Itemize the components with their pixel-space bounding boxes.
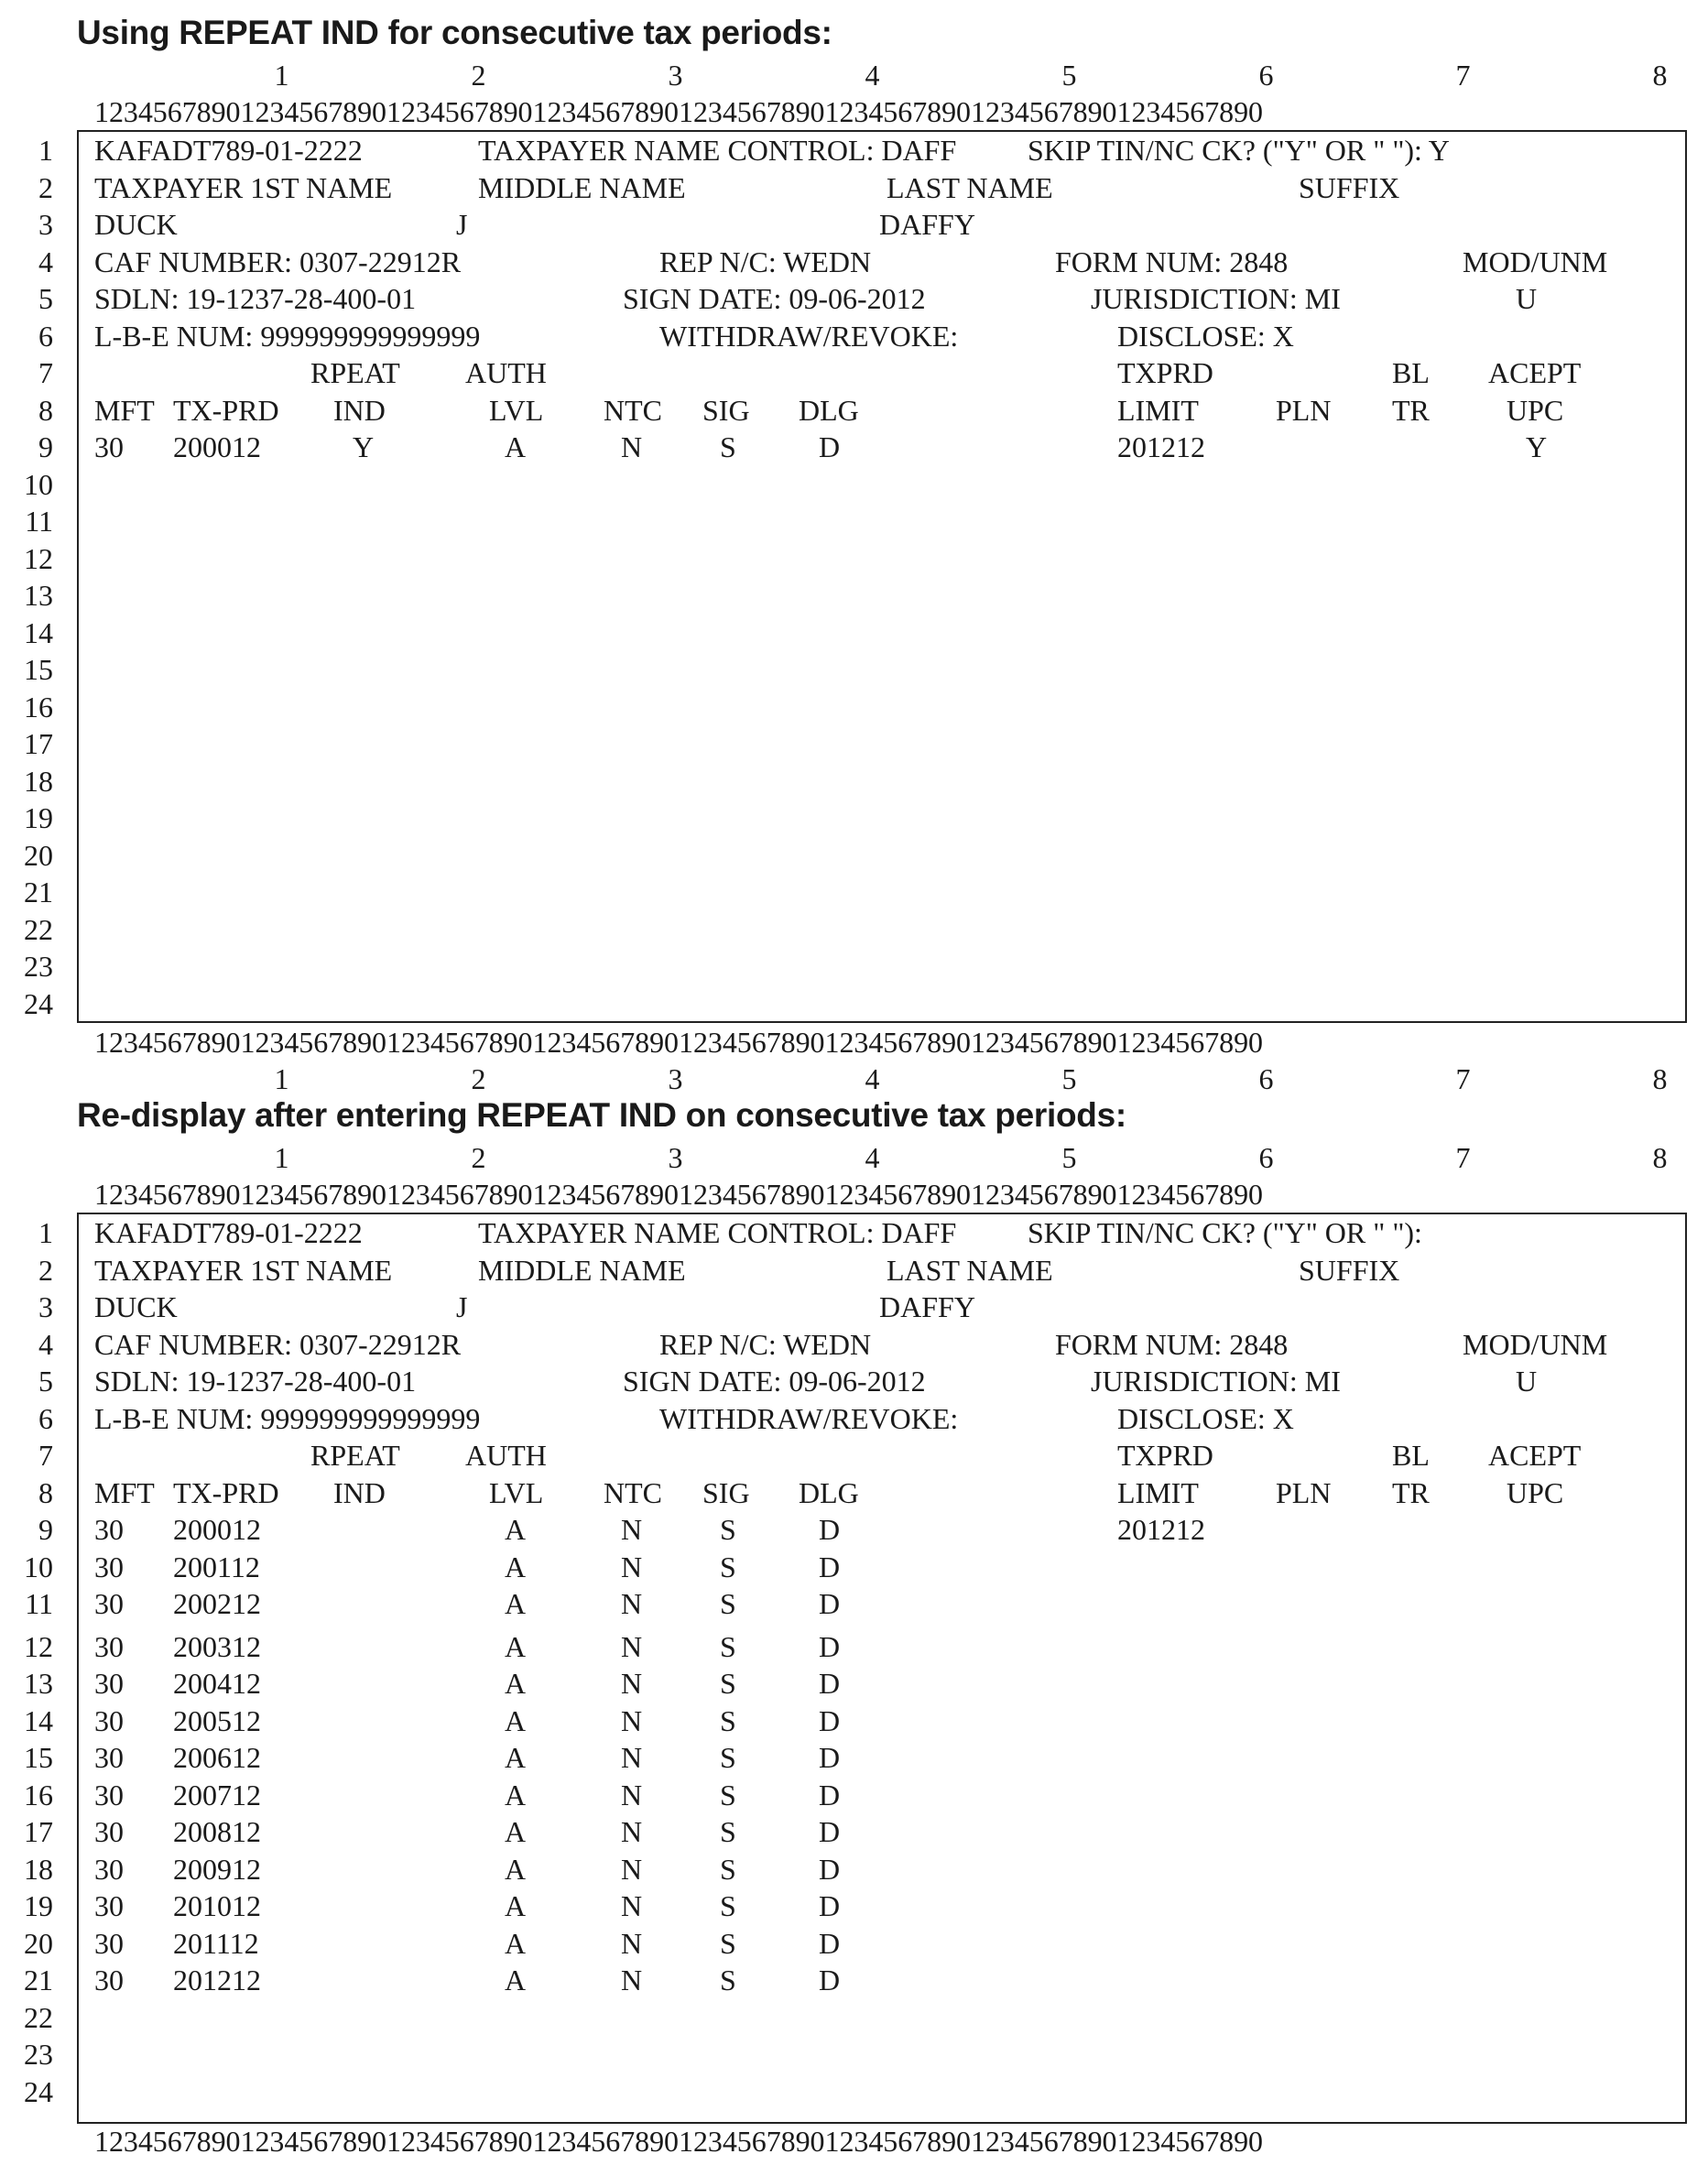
- row-number: 4: [38, 245, 53, 278]
- line8-ind: IND: [333, 1476, 386, 1509]
- row-mft: 30: [94, 1630, 124, 1663]
- row-mft: 30: [94, 1667, 124, 1700]
- row-number: 23: [24, 2038, 53, 2071]
- row-txprd: 201212: [173, 1964, 261, 1996]
- line2-first: TAXPAYER 1ST NAME: [94, 171, 393, 204]
- table-row: [94, 1777, 1670, 1814]
- ruler-tens-label: 3: [668, 1062, 683, 1095]
- row-mft: 30: [94, 1927, 124, 1960]
- line1-name-control-label: TAXPAYER NAME CONTROL: DAFF: [478, 134, 957, 167]
- screen1-top-digit-ruler: 12345678901234567890123456789012345678901234567890123456789012345678901234567890: [94, 95, 1264, 128]
- row-lvl: A: [505, 1741, 527, 1774]
- line1-id: KAFADT789-01-2222: [94, 1216, 363, 1249]
- screen2-top-digit-ruler: 12345678901234567890123456789012345678901234567890123456789012345678901234567890: [94, 1178, 1264, 1211]
- row-number: 2: [38, 170, 53, 204]
- line5-juris: JURISDICTION: MI: [1091, 282, 1341, 315]
- screen1-line3: [94, 206, 1670, 244]
- line7-auth: AUTH: [465, 356, 547, 389]
- screen1-top-tens-ruler: [94, 57, 1670, 93]
- row-ntc: N: [621, 1667, 643, 1700]
- line8-dlg: DLG: [799, 394, 859, 427]
- line8-ntc: NTC: [604, 394, 662, 427]
- screen1-line6: [94, 318, 1670, 355]
- ruler-tens-label: 6: [1258, 59, 1274, 92]
- row-mft: 30: [94, 1853, 124, 1886]
- line8-lvl: LVL: [489, 1476, 544, 1509]
- row-number: 18: [24, 1852, 53, 1886]
- row-lvl: A: [505, 1779, 527, 1811]
- line8-pln: PLN: [1276, 1476, 1332, 1509]
- line2-middle: MIDDLE NAME: [478, 171, 686, 204]
- line5-sdln: SDLN: 19-1237-28-400-01: [94, 282, 417, 315]
- line4-rep: REP N/C: WEDN: [659, 1328, 872, 1361]
- row-txprd: 200212: [173, 1587, 261, 1620]
- line8-ind: IND: [333, 394, 386, 427]
- ruler-tens-label: 8: [1652, 1141, 1668, 1174]
- line8-dlg: DLG: [799, 1476, 859, 1509]
- row-ind: Y: [353, 430, 375, 463]
- row-ntc: N: [621, 1587, 643, 1620]
- line6-withdraw: WITHDRAW/REVOKE:: [659, 1402, 959, 1435]
- line3-first: DUCK: [94, 208, 178, 241]
- row-number: 13: [24, 579, 53, 612]
- row-sig: S: [720, 1741, 736, 1774]
- line4-rep: REP N/C: WEDN: [659, 245, 872, 278]
- row-number: 12: [24, 541, 53, 575]
- line5-mod-val: U: [1516, 282, 1538, 315]
- row-dlg: D: [819, 1853, 841, 1886]
- row-lvl: A: [505, 1630, 527, 1663]
- line5-juris: JURISDICTION: MI: [1091, 1365, 1341, 1398]
- row-number: 14: [24, 615, 53, 649]
- row-sig: S: [720, 1815, 736, 1848]
- table-row: [94, 1813, 1670, 1851]
- line1-skip-label: SKIP TIN/NC CK? ("Y" OR " "):: [1028, 1216, 1422, 1249]
- row-ntc: N: [621, 1779, 643, 1811]
- row-txprd: 200612: [173, 1741, 261, 1774]
- line3-first: DUCK: [94, 1290, 178, 1323]
- ruler-tens-label: 4: [865, 59, 880, 92]
- line7-acept: ACEPT: [1488, 356, 1582, 389]
- ruler-tens-label: 5: [1061, 59, 1077, 92]
- row-mft: 30: [94, 1779, 124, 1811]
- line8-tr: TR: [1392, 1476, 1430, 1509]
- line3-middle: J: [456, 208, 468, 241]
- row-sig: S: [720, 1630, 736, 1663]
- ruler-tens-label: 4: [865, 1062, 880, 1095]
- row-number: 22: [24, 2000, 53, 2034]
- row-number: 19: [24, 801, 53, 834]
- row-lvl: A: [505, 1927, 527, 1960]
- row-number: 15: [24, 1741, 53, 1774]
- line5-sign: SIGN DATE: 09-06-2012: [623, 282, 926, 315]
- row-number: 10: [24, 1550, 53, 1583]
- row-txprd: 201112: [173, 1927, 259, 1960]
- table-row: [94, 1549, 1670, 1586]
- ruler-tens-label: 7: [1455, 1062, 1471, 1095]
- row-dlg: D: [819, 1550, 841, 1583]
- row-number: 9: [38, 1513, 53, 1546]
- ruler-tens-label: 8: [1652, 1062, 1668, 1095]
- table-row: [94, 1888, 1670, 1925]
- line7-bl: BL: [1392, 356, 1430, 389]
- row-txprd: 200512: [173, 1704, 261, 1737]
- row-number: 16: [24, 690, 53, 723]
- row-number: 2: [38, 1253, 53, 1287]
- row-dlg: D: [819, 1741, 841, 1774]
- row-number: 11: [25, 1587, 53, 1620]
- table-row: [94, 1665, 1670, 1703]
- line1-skip-label: SKIP TIN/NC CK? ("Y" OR " "): Y: [1028, 134, 1450, 167]
- row-ntc: N: [621, 1964, 643, 1996]
- table-row: [94, 429, 1670, 466]
- table-row: [94, 1851, 1670, 1888]
- row-txprd: 201012: [173, 1889, 261, 1922]
- row-sig: S: [720, 1667, 736, 1700]
- row-sig: S: [720, 1550, 736, 1583]
- line8-upc: UPC: [1507, 1476, 1564, 1509]
- screen2-line3: [94, 1289, 1670, 1326]
- row-number: 3: [38, 208, 53, 241]
- row-number: 6: [38, 319, 53, 353]
- table-row: [94, 1739, 1670, 1777]
- row-txprd: 200012: [173, 430, 261, 463]
- line7-rpeat: RPEAT: [310, 1439, 400, 1472]
- row-number: 14: [24, 1703, 53, 1737]
- row-ntc: N: [621, 1550, 643, 1583]
- ruler-tens-label: 8: [1652, 59, 1668, 92]
- row-number: 18: [24, 764, 53, 798]
- line6-disclose: DISCLOSE: X: [1117, 1402, 1294, 1435]
- row-number: 15: [24, 653, 53, 686]
- row-txprd: 200912: [173, 1853, 261, 1886]
- row-number: 1: [38, 1216, 53, 1249]
- ruler-tens-label: 5: [1061, 1062, 1077, 1095]
- table-row: [94, 1703, 1670, 1740]
- row-mft: 30: [94, 1964, 124, 1996]
- screen1-bottom-digit-ruler: 12345678901234567890123456789012345678901234567890123456789012345678901234567890: [94, 1026, 1264, 1059]
- line4-caf: CAF NUMBER: 0307-22912R: [94, 1328, 462, 1361]
- line1-name-control-label: TAXPAYER NAME CONTROL: DAFF: [478, 1216, 957, 1249]
- row-number: 7: [38, 356, 53, 389]
- ruler-tens-label: 7: [1455, 1141, 1471, 1174]
- row-number: 11: [25, 505, 53, 538]
- row-number: 8: [38, 1475, 53, 1509]
- line5-mod-val: U: [1516, 1365, 1538, 1398]
- row-number: 3: [38, 1290, 53, 1323]
- table-row: [94, 1585, 1670, 1623]
- row-number: 20: [24, 1926, 53, 1960]
- row-limit: 201212: [1117, 1513, 1205, 1546]
- ruler-tens-label: 7: [1455, 59, 1471, 92]
- row-number: 12: [24, 1629, 53, 1663]
- row-ntc: N: [621, 1741, 643, 1774]
- ruler-tens-label: 3: [668, 59, 683, 92]
- screen2-line1: [94, 1214, 1670, 1252]
- row-dlg: D: [819, 1704, 841, 1737]
- row-number: 9: [38, 430, 53, 463]
- row-dlg: D: [819, 1815, 841, 1848]
- line8-txprd: TX-PRD: [173, 1476, 279, 1509]
- screen2-title: Re-display after entering REPEAT IND on consecutive tax periods:: [77, 1096, 1126, 1134]
- screen1-line5: [94, 280, 1670, 318]
- row-mft: 30: [94, 1550, 124, 1583]
- row-number: 17: [24, 727, 53, 760]
- line7-acept: ACEPT: [1488, 1439, 1582, 1472]
- screen2-line6: [94, 1400, 1670, 1438]
- line8-limit: LIMIT: [1117, 394, 1199, 427]
- line8-sig: SIG: [702, 1476, 750, 1509]
- table-row: [94, 1925, 1670, 1963]
- line8-sig: SIG: [702, 394, 750, 427]
- screen2-line5: [94, 1363, 1670, 1400]
- table-row: [94, 1962, 1670, 1999]
- table-row: [94, 1628, 1670, 1666]
- ruler-tens-label: 6: [1258, 1141, 1274, 1174]
- line4-form: FORM NUM: 2848: [1055, 245, 1289, 278]
- line4-caf: CAF NUMBER: 0307-22912R: [94, 245, 462, 278]
- row-sig: S: [720, 1513, 736, 1546]
- line7-bl: BL: [1392, 1439, 1430, 1472]
- row-mft: 30: [94, 1513, 124, 1546]
- ruler-tens-label: 2: [471, 1062, 486, 1095]
- line4-mod: MOD/UNM: [1463, 1328, 1608, 1361]
- row-sig: S: [720, 1853, 736, 1886]
- screen1-line1: [94, 132, 1670, 169]
- row-number: 17: [24, 1815, 53, 1848]
- ruler-tens-label: 5: [1061, 1141, 1077, 1174]
- row-dlg: D: [819, 1927, 841, 1960]
- row-dlg: D: [819, 430, 841, 463]
- row-lvl: A: [505, 430, 527, 463]
- row-sig: S: [720, 1704, 736, 1737]
- line4-form: FORM NUM: 2848: [1055, 1328, 1289, 1361]
- row-number: 21: [24, 1964, 53, 1996]
- screen1-bottom-tens-ruler: [94, 1061, 1670, 1097]
- row-lvl: A: [505, 1550, 527, 1583]
- screen2-line2: [94, 1252, 1670, 1289]
- row-sig: S: [720, 1889, 736, 1922]
- ruler-tens-label: 2: [471, 1141, 486, 1174]
- line5-sdln: SDLN: 19-1237-28-400-01: [94, 1365, 417, 1398]
- row-number: 10: [24, 467, 53, 501]
- row-txprd: 200712: [173, 1779, 261, 1811]
- row-dlg: D: [819, 1964, 841, 1996]
- row-lvl: A: [505, 1853, 527, 1886]
- row-ntc: N: [621, 1513, 643, 1546]
- row-lvl: A: [505, 1667, 527, 1700]
- line2-first: TAXPAYER 1ST NAME: [94, 1254, 393, 1287]
- row-dlg: D: [819, 1779, 841, 1811]
- row-lvl: A: [505, 1587, 527, 1620]
- line8-upc: UPC: [1507, 394, 1564, 427]
- row-txprd: 200812: [173, 1815, 261, 1848]
- row-number: 1: [38, 134, 53, 167]
- row-ntc: N: [621, 1889, 643, 1922]
- line8-lvl: LVL: [489, 394, 544, 427]
- line5-sign: SIGN DATE: 09-06-2012: [623, 1365, 926, 1398]
- line2-suffix: SUFFIX: [1299, 1254, 1400, 1287]
- ruler-tens-label: 6: [1258, 1062, 1274, 1095]
- screen1-title: Using REPEAT IND for consecutive tax periods:: [77, 14, 832, 51]
- row-sig: S: [720, 1964, 736, 1996]
- screen2-row-numbers: [0, 1214, 53, 2110]
- screen1-line8: [94, 392, 1670, 430]
- row-number: 23: [24, 950, 53, 983]
- row-ntc: N: [621, 1630, 643, 1663]
- row-dlg: D: [819, 1667, 841, 1700]
- ruler-tens-label: 4: [865, 1141, 880, 1174]
- row-number: 4: [38, 1327, 53, 1361]
- row-txprd: 200012: [173, 1513, 261, 1546]
- row-sig: S: [720, 1587, 736, 1620]
- row-dlg: D: [819, 1513, 841, 1546]
- ruler-tens-label: 2: [471, 59, 486, 92]
- line6-lbe: L-B-E NUM: 999999999999999: [94, 320, 481, 353]
- ruler-tens-label: 1: [274, 59, 289, 92]
- line7-txprd: TXPRD: [1117, 356, 1213, 389]
- line8-tr: TR: [1392, 394, 1430, 427]
- screen2-line8: [94, 1474, 1670, 1512]
- screen2-bottom-digit-ruler: 12345678901234567890123456789012345678901234567890123456789012345678901234567890: [94, 2125, 1264, 2158]
- row-mft: 30: [94, 1741, 124, 1774]
- row-mft: 30: [94, 1889, 124, 1922]
- row-number: 24: [24, 2074, 53, 2108]
- line6-lbe: L-B-E NUM: 999999999999999: [94, 1402, 481, 1435]
- line2-last: LAST NAME: [887, 171, 1053, 204]
- row-txprd: 200112: [173, 1550, 260, 1583]
- row-mft: 30: [94, 430, 124, 463]
- line3-last: DAFFY: [879, 208, 975, 241]
- line7-txprd: TXPRD: [1117, 1439, 1213, 1472]
- screen1-line7: [94, 354, 1670, 392]
- row-ntc: N: [621, 1815, 643, 1848]
- row-dlg: D: [819, 1630, 841, 1663]
- screen1-line4: [94, 244, 1670, 281]
- line8-limit: LIMIT: [1117, 1476, 1199, 1509]
- line7-rpeat: RPEAT: [310, 356, 400, 389]
- line1-id: KAFADT789-01-2222: [94, 134, 363, 167]
- line6-withdraw: WITHDRAW/REVOKE:: [659, 320, 959, 353]
- ruler-tens-label: 1: [274, 1062, 289, 1095]
- row-lvl: A: [505, 1513, 527, 1546]
- line2-suffix: SUFFIX: [1299, 171, 1400, 204]
- row-sig: S: [720, 430, 736, 463]
- row-number: 19: [24, 1889, 53, 1922]
- row-number: 5: [38, 1365, 53, 1398]
- line8-txprd: TX-PRD: [173, 394, 279, 427]
- line4-mod: MOD/UNM: [1463, 245, 1608, 278]
- row-ntc: N: [621, 1853, 643, 1886]
- line2-last: LAST NAME: [887, 1254, 1053, 1287]
- row-number: 16: [24, 1778, 53, 1811]
- screen2-line7: [94, 1437, 1670, 1474]
- line3-middle: J: [456, 1290, 468, 1323]
- row-mft: 30: [94, 1704, 124, 1737]
- row-mft: 30: [94, 1587, 124, 1620]
- row-sig: S: [720, 1927, 736, 1960]
- line6-disclose: DISCLOSE: X: [1117, 320, 1294, 353]
- row-number: 22: [24, 912, 53, 946]
- row-mft: 30: [94, 1815, 124, 1848]
- row-number: 20: [24, 838, 53, 872]
- row-txprd: 200312: [173, 1630, 261, 1663]
- ruler-tens-label: 1: [274, 1141, 289, 1174]
- row-ntc: N: [621, 1704, 643, 1737]
- row-sig: S: [720, 1779, 736, 1811]
- row-number: 5: [38, 282, 53, 315]
- table-row: [94, 1511, 1670, 1549]
- row-lvl: A: [505, 1889, 527, 1922]
- line3-last: DAFFY: [879, 1290, 975, 1323]
- screen1-row-numbers: [0, 132, 53, 1022]
- row-number: 13: [24, 1667, 53, 1700]
- row-lvl: A: [505, 1704, 527, 1737]
- row-number: 6: [38, 1401, 53, 1435]
- row-number: 8: [38, 393, 53, 427]
- row-lvl: A: [505, 1964, 527, 1996]
- line2-middle: MIDDLE NAME: [478, 1254, 686, 1287]
- row-number: 24: [24, 986, 53, 1020]
- row-ntc: N: [621, 1927, 643, 1960]
- line8-mft: MFT: [94, 1476, 155, 1509]
- row-upc: Y: [1526, 430, 1548, 463]
- ruler-tens-label: 3: [668, 1141, 683, 1174]
- screen1-line2: [94, 169, 1670, 207]
- row-number: 21: [24, 876, 53, 908]
- line8-ntc: NTC: [604, 1476, 662, 1509]
- line8-pln: PLN: [1276, 394, 1332, 427]
- row-lvl: A: [505, 1815, 527, 1848]
- row-dlg: D: [819, 1889, 841, 1922]
- row-ntc: N: [621, 430, 643, 463]
- line8-mft: MFT: [94, 394, 155, 427]
- row-number: 7: [38, 1439, 53, 1472]
- row-txprd: 200412: [173, 1667, 261, 1700]
- row-limit: 201212: [1117, 430, 1205, 463]
- row-dlg: D: [819, 1587, 841, 1620]
- screen2-line4: [94, 1326, 1670, 1364]
- line7-auth: AUTH: [465, 1439, 547, 1472]
- screen2-top-tens-ruler: [94, 1139, 1670, 1176]
